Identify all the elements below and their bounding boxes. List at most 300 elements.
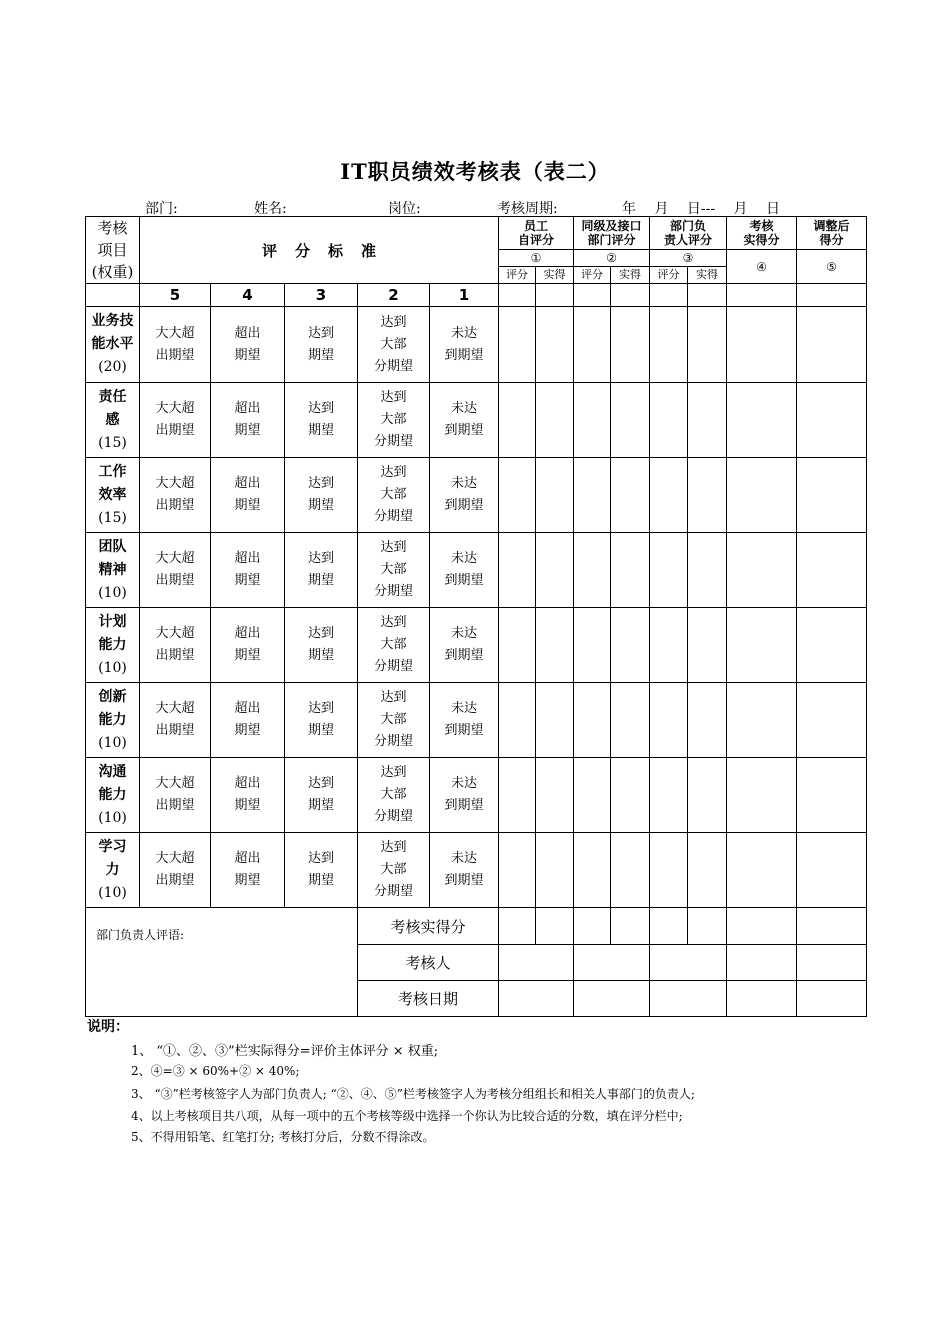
criterion-line: 大部	[380, 562, 407, 577]
circle-1: ①	[499, 250, 574, 267]
level-4: 4	[211, 284, 285, 307]
exam-date-leader-cell[interactable]	[650, 981, 727, 1017]
self-actual-cell[interactable]	[536, 307, 574, 383]
criterion-1	[430, 608, 499, 683]
level-2: 2	[358, 284, 430, 307]
criterion-1	[430, 533, 499, 608]
item-name-cell	[86, 458, 140, 533]
self-score-cell[interactable]	[499, 908, 536, 945]
criterion-2	[358, 533, 430, 608]
item-name-line	[86, 484, 139, 507]
item-name-text: 能力	[98, 636, 127, 653]
table-row	[86, 458, 867, 533]
self-actual-cell[interactable]	[536, 683, 574, 758]
self-score-cell[interactable]	[499, 458, 536, 533]
standard-header: 评分标准	[140, 217, 499, 284]
criterion-line: 超出	[234, 626, 261, 641]
adjusted-score-cell[interactable]	[797, 383, 867, 458]
criterion-line: 分期望	[373, 509, 413, 524]
criterion-5	[140, 383, 211, 458]
self-score-cell[interactable]	[499, 307, 536, 383]
criterion-line: 超出	[234, 701, 261, 716]
criterion-line: 达到	[380, 314, 407, 330]
exam-date-actual-cell[interactable]	[727, 981, 797, 1017]
self-actual-cell[interactable]	[536, 608, 574, 683]
exam-date-self-cell[interactable]	[499, 981, 574, 1017]
criterion-line: 期望	[234, 873, 261, 888]
level-1: 1	[430, 284, 499, 307]
criterion-line: 达到	[307, 626, 334, 641]
item-name-cell	[86, 383, 140, 458]
criterion-line: 超出	[234, 851, 261, 866]
peer-score-sub: 评分	[574, 267, 611, 284]
criterion-line: 大大超	[155, 626, 195, 641]
actual-score-cell[interactable]	[727, 683, 797, 758]
criterion-1	[430, 683, 499, 758]
criterion-3	[285, 683, 358, 758]
self-score-cell[interactable]	[499, 533, 536, 608]
criterion-line: 到期望	[444, 723, 484, 738]
leader-score-cell[interactable]	[650, 458, 688, 533]
actual-score-cell[interactable]	[727, 908, 797, 945]
note-4: 4、以上考核项目共八项，从每一项中的五个考核等级中选择一个你认为比较合适的分数，填在评分栏中;	[131, 1109, 683, 1123]
item-weight: (10)	[98, 809, 127, 826]
item-name-line	[86, 761, 139, 784]
criterion-line: 分期望	[373, 884, 413, 899]
examiner-adjusted-cell[interactable]	[797, 945, 867, 981]
criterion-line: 期望	[234, 423, 261, 438]
criterion-2	[358, 458, 430, 533]
criterion-1	[430, 758, 499, 833]
item-name-cell	[86, 683, 140, 758]
self-actual-cell[interactable]	[536, 533, 574, 608]
item-name-text: 团队	[98, 538, 127, 555]
criterion-4	[211, 383, 285, 458]
leader-score-cell[interactable]	[650, 383, 688, 458]
criterion-line: 期望	[307, 423, 334, 438]
comment-box[interactable]	[86, 908, 358, 1017]
peer-actual-cell[interactable]	[611, 458, 650, 533]
criterion-3	[285, 383, 358, 458]
criterion-line: 达到	[380, 615, 407, 630]
peer-score-cell[interactable]	[574, 458, 611, 533]
note-2: 2、④=③ × 60%+② × 40%;	[131, 1064, 300, 1078]
criterion-line: 大大超	[155, 851, 195, 866]
criterion-4	[211, 833, 285, 908]
note-3: 3、 “③”栏考核签字人为部门负责人; “②、④、⑤”栏考核签字人为考核分组组长和相关人事部门的负责人;	[131, 1087, 695, 1101]
period-label: 考核周期:	[497, 201, 558, 217]
criterion-line: 期望	[234, 573, 261, 588]
criterion-line: 期望	[307, 873, 334, 888]
criterion-line: 到期望	[444, 573, 484, 588]
criterion-line: 分期望	[373, 434, 413, 449]
peer-actual-cell[interactable]	[611, 383, 650, 458]
self-actual-cell[interactable]	[536, 284, 574, 307]
item-name-text: 能力	[98, 711, 127, 728]
criterion-line: 到期望	[444, 798, 484, 813]
criterion-line: 大大超	[155, 776, 195, 791]
circle-3: ③	[650, 250, 727, 267]
adjusted-score-cell[interactable]	[797, 908, 867, 945]
peer-actual-cell[interactable]	[611, 908, 650, 945]
criterion-line: 期望	[307, 347, 334, 363]
criterion-line: 达到	[380, 840, 407, 855]
leader-score-sub: 评分	[650, 267, 688, 284]
leader-actual-cell[interactable]	[688, 284, 727, 307]
criterion-1	[430, 833, 499, 908]
criterion-5	[140, 533, 211, 608]
examiner-label: 考核人	[358, 945, 499, 981]
notes-title: 说明：	[87, 1019, 129, 1035]
leader-actual-sub: 实得	[688, 267, 727, 284]
item-name-line	[86, 709, 139, 732]
criterion-5	[140, 833, 211, 908]
criterion-4	[211, 758, 285, 833]
criterion-1	[430, 307, 499, 383]
item-name-line	[86, 461, 139, 484]
actual-score-cell[interactable]	[727, 833, 797, 908]
criterion-5	[140, 608, 211, 683]
criterion-line: 达到	[380, 390, 407, 405]
peer-score-cell[interactable]	[574, 284, 611, 307]
criterion-2	[358, 608, 430, 683]
criterion-2	[358, 383, 430, 458]
appraisal-table	[85, 216, 867, 1017]
exam-date-peer-cell[interactable]	[574, 981, 650, 1017]
peer-score-cell[interactable]	[574, 608, 611, 683]
criterion-line: 达到	[380, 765, 407, 780]
criterion-line: 未达	[450, 851, 477, 866]
adjusted-score-cell[interactable]	[797, 284, 867, 307]
actual-score-cell[interactable]	[727, 458, 797, 533]
peer-actual-cell[interactable]	[611, 284, 650, 307]
item-name-text: 力	[105, 861, 120, 878]
criterion-line: 超出	[234, 325, 261, 341]
item-name-text: 能力	[98, 786, 127, 803]
self-score-cell[interactable]	[499, 833, 536, 908]
criterion-line: 未达	[450, 776, 477, 791]
leader-score-cell[interactable]	[650, 284, 688, 307]
criterion-line: 分期望	[373, 584, 413, 599]
peer-actual-cell[interactable]	[611, 608, 650, 683]
table-row	[86, 608, 867, 683]
leader-actual-cell[interactable]	[688, 908, 727, 945]
criterion-5	[140, 758, 211, 833]
peer-score-cell[interactable]	[574, 758, 611, 833]
criterion-line: 达到	[307, 551, 334, 566]
self-actual-cell[interactable]	[536, 758, 574, 833]
criterion-2	[358, 683, 430, 758]
actual-score-cell[interactable]	[727, 284, 797, 307]
criterion-line: 期望	[234, 723, 261, 738]
item-name-text: 工作	[98, 463, 127, 480]
self-score-sub: 评分	[499, 267, 536, 284]
adjusted-score-cell[interactable]	[797, 608, 867, 683]
criterion-line: 到期望	[444, 498, 484, 513]
criterion-5	[140, 307, 211, 383]
criterion-1	[430, 458, 499, 533]
item-name-text: 能水平	[91, 336, 134, 352]
peer-actual-sub: 实得	[611, 267, 650, 284]
self-actual-cell[interactable]	[536, 833, 574, 908]
circle-4: ④	[727, 250, 797, 284]
adjusted-score-cell[interactable]	[797, 833, 867, 908]
criterion-line: 期望	[234, 347, 261, 363]
level-spacer	[86, 284, 140, 307]
examiner-peer-cell[interactable]	[574, 945, 650, 981]
criterion-line: 大大超	[155, 551, 195, 566]
actual-total-label: 考核实得分	[358, 908, 499, 945]
criterion-line: 期望	[307, 723, 334, 738]
item-name-text: 学习	[98, 838, 127, 855]
leader-actual-cell[interactable]	[688, 758, 727, 833]
criterion-line: 未达	[450, 551, 477, 566]
leader-actual-cell[interactable]	[688, 383, 727, 458]
criterion-line: 大大超	[155, 325, 195, 341]
criterion-line: 超出	[234, 776, 261, 791]
table-row	[86, 833, 867, 908]
adjusted-score-cell[interactable]	[797, 533, 867, 608]
item-name-line	[86, 836, 139, 859]
item-name-line	[86, 634, 139, 657]
criterion-4	[211, 307, 285, 383]
leader-actual-cell[interactable]	[688, 608, 727, 683]
item-weight: (10)	[98, 659, 127, 676]
criterion-line: 未达	[450, 701, 477, 716]
item-name-line	[86, 859, 139, 882]
circle-5: ⑤	[797, 250, 867, 284]
peer-score-cell[interactable]	[574, 683, 611, 758]
item-weight: (10)	[98, 584, 127, 601]
peer-actual-cell[interactable]	[611, 758, 650, 833]
leader-score-cell[interactable]	[650, 683, 688, 758]
self-actual-cell[interactable]	[536, 458, 574, 533]
leader-score-cell[interactable]	[650, 307, 688, 383]
criterion-line: 未达	[450, 325, 477, 341]
criterion-line: 出期望	[155, 423, 195, 438]
criterion-5	[140, 458, 211, 533]
circle-2: ②	[574, 250, 650, 267]
examiner-leader-cell[interactable]	[650, 945, 727, 981]
leader-actual-cell[interactable]	[688, 683, 727, 758]
criterion-3	[285, 533, 358, 608]
criterion-line: 分期望	[373, 358, 413, 374]
note-1: 1、 “①、②、③”栏实际得分=评价主体评分 × 权重;	[131, 1044, 439, 1059]
criterion-line: 大大超	[155, 401, 195, 416]
table-row	[86, 307, 867, 383]
criterion-line: 到期望	[444, 648, 484, 663]
peer-actual-cell[interactable]	[611, 833, 650, 908]
criterion-line: 出期望	[155, 723, 195, 738]
criterion-line: 出期望	[155, 873, 195, 888]
criterion-4	[211, 458, 285, 533]
level-3: 3	[285, 284, 358, 307]
self-actual-sub: 实得	[536, 267, 574, 284]
item-name-line	[86, 784, 139, 807]
leader-score-cell[interactable]	[650, 908, 688, 945]
adjusted-score-cell[interactable]	[797, 458, 867, 533]
self-score-cell[interactable]	[499, 683, 536, 758]
actual-score-cell[interactable]	[727, 307, 797, 383]
criterion-line: 出期望	[155, 798, 195, 813]
actual-score-cell[interactable]	[727, 383, 797, 458]
self-score-cell[interactable]	[499, 383, 536, 458]
self-score-cell[interactable]	[499, 608, 536, 683]
adjusted-score-cell[interactable]	[797, 307, 867, 383]
item-name-line	[86, 686, 139, 709]
criterion-line: 出期望	[155, 347, 195, 363]
examiner-actual-cell[interactable]	[727, 945, 797, 981]
leader-score-cell[interactable]	[650, 833, 688, 908]
criterion-line: 达到	[307, 851, 334, 866]
item-name-text: 创新	[98, 688, 127, 705]
criterion-2	[358, 307, 430, 383]
item-name-cell	[86, 608, 140, 683]
adjusted-score-cell[interactable]	[797, 758, 867, 833]
criterion-5	[140, 683, 211, 758]
leader-actual-cell[interactable]	[688, 458, 727, 533]
criterion-line: 大部	[380, 487, 407, 502]
adjusted-score-header: 调整后 得分	[797, 217, 867, 250]
peer-score-cell[interactable]	[574, 533, 611, 608]
level-5: 5	[140, 284, 211, 307]
item-weight: (10)	[98, 734, 127, 751]
item-name-cell	[86, 533, 140, 608]
peer-score-cell[interactable]	[574, 307, 611, 383]
note-5: 5、不得用铅笔、红笔打分; 考核打分后，分数不得涂改。	[131, 1130, 435, 1144]
item-name-line	[86, 333, 139, 356]
criterion-line: 期望	[307, 573, 334, 588]
criterion-line: 达到	[307, 701, 334, 716]
exam-date-label: 考核日期	[358, 981, 499, 1017]
name-label: 姓名:	[254, 201, 287, 217]
item-column-header: 考核 项目 (权重)	[86, 217, 140, 284]
criterion-line: 达到	[307, 325, 334, 341]
criterion-1	[430, 383, 499, 458]
bottom-row	[86, 908, 867, 945]
peer-score-cell[interactable]	[574, 833, 611, 908]
criterion-2	[358, 833, 430, 908]
criterion-3	[285, 458, 358, 533]
item-name-cell	[86, 833, 140, 908]
criterion-line: 大部	[380, 336, 407, 352]
criterion-line: 达到	[380, 540, 407, 555]
self-score-header: 员工 自评分	[499, 217, 574, 250]
criterion-line: 大大超	[155, 701, 195, 716]
criterion-line: 大部	[380, 862, 407, 877]
form-title: IT职员绩效考核表（表二）	[340, 159, 610, 184]
exam-date-adjusted-cell[interactable]	[797, 981, 867, 1017]
criterion-line: 期望	[234, 498, 261, 513]
criterion-line: 超出	[234, 401, 261, 416]
criterion-2	[358, 758, 430, 833]
leader-actual-cell[interactable]	[688, 533, 727, 608]
self-actual-cell[interactable]	[536, 908, 574, 945]
criterion-line: 期望	[307, 798, 334, 813]
criterion-4	[211, 683, 285, 758]
criterion-line: 达到	[307, 476, 334, 491]
date-range-label: 年 月 日--- 月 日	[622, 201, 780, 217]
table-row	[86, 533, 867, 608]
item-name-line	[86, 310, 139, 333]
self-score-cell[interactable]	[499, 284, 536, 307]
criterion-line: 大部	[380, 412, 407, 427]
peer-actual-cell[interactable]	[611, 533, 650, 608]
criterion-3	[285, 758, 358, 833]
criterion-line: 未达	[450, 476, 477, 491]
leader-score-cell[interactable]	[650, 608, 688, 683]
leader-actual-cell[interactable]	[688, 307, 727, 383]
self-actual-cell[interactable]	[536, 383, 574, 458]
item-name-text: 责任	[98, 388, 127, 405]
item-name-cell	[86, 307, 140, 383]
criterion-line: 未达	[450, 401, 477, 416]
criterion-line: 大部	[380, 712, 407, 727]
criterion-line: 出期望	[155, 498, 195, 513]
peer-actual-cell[interactable]	[611, 307, 650, 383]
item-name-text: 计划	[98, 613, 127, 630]
item-name-text: 感	[105, 411, 120, 428]
criterion-line: 分期望	[373, 734, 413, 749]
peer-score-cell[interactable]	[574, 908, 611, 945]
leader-score-header: 部门负 责人评分	[650, 217, 727, 250]
criterion-line: 未达	[450, 626, 477, 641]
table-row	[86, 683, 867, 758]
item-name-cell	[86, 758, 140, 833]
examiner-self-cell[interactable]	[499, 945, 574, 981]
criterion-line: 期望	[307, 498, 334, 513]
self-score-cell[interactable]	[499, 758, 536, 833]
item-name-text: 业务技	[91, 313, 134, 329]
leader-actual-cell[interactable]	[688, 833, 727, 908]
item-name-line	[86, 386, 139, 409]
criterion-3	[285, 608, 358, 683]
item-weight: (20)	[98, 359, 127, 375]
criterion-line: 期望	[307, 648, 334, 663]
peer-actual-cell[interactable]	[611, 683, 650, 758]
criterion-line: 达到	[380, 690, 407, 705]
leader-score-cell[interactable]	[650, 758, 688, 833]
criterion-3	[285, 833, 358, 908]
department-label: 部门:	[145, 201, 178, 217]
table-row	[86, 383, 867, 458]
item-weight: (10)	[98, 884, 127, 901]
criterion-line: 达到	[307, 776, 334, 791]
item-name-text: 精神	[98, 561, 127, 578]
comment-label: 部门负责人评语:	[96, 928, 185, 942]
actual-score-cell[interactable]	[727, 608, 797, 683]
criterion-line: 达到	[307, 401, 334, 416]
actual-score-cell[interactable]	[727, 758, 797, 833]
criterion-line: 达到	[380, 465, 407, 480]
item-weight: (15)	[98, 509, 127, 526]
criterion-line: 分期望	[373, 809, 413, 824]
item-name-text: 效率	[98, 486, 127, 503]
criterion-line: 出期望	[155, 573, 195, 588]
leader-score-cell[interactable]	[650, 533, 688, 608]
peer-score-cell[interactable]	[574, 383, 611, 458]
criterion-line: 出期望	[155, 648, 195, 663]
item-name-text: 沟通	[98, 763, 127, 780]
actual-score-cell[interactable]	[727, 533, 797, 608]
adjusted-score-cell[interactable]	[797, 683, 867, 758]
criterion-line: 到期望	[444, 423, 484, 438]
position-label: 岗位:	[388, 201, 421, 217]
criterion-line: 超出	[234, 551, 261, 566]
criterion-4	[211, 533, 285, 608]
criterion-line: 期望	[234, 648, 261, 663]
peer-score-header: 同级及接口 部门评分	[574, 217, 650, 250]
